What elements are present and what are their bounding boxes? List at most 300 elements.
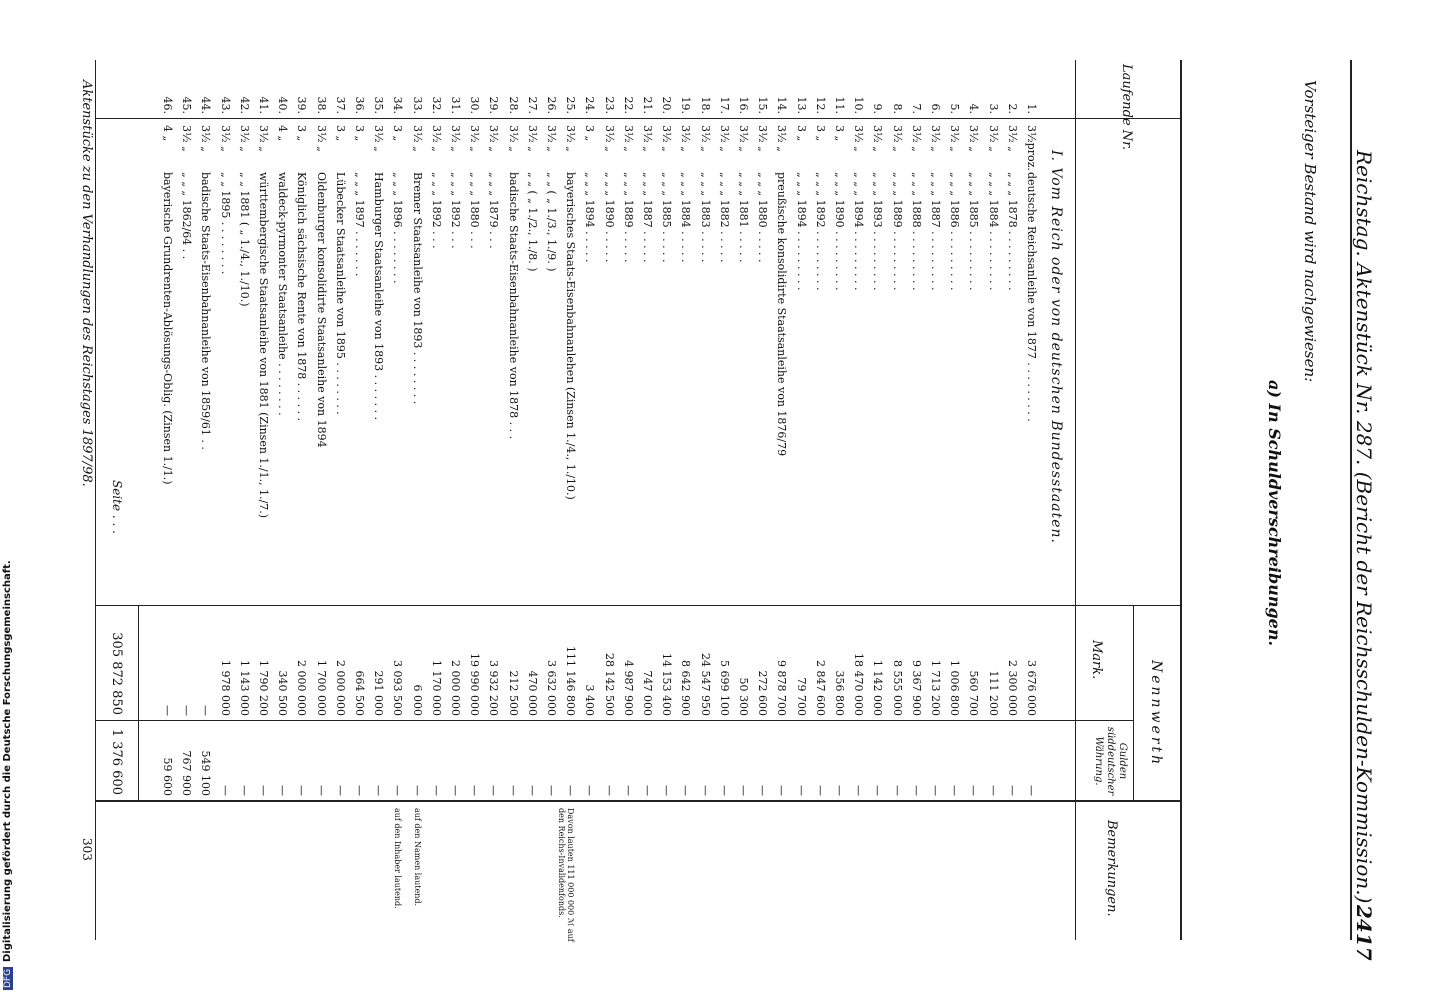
row-rate: 3½ „ — [986, 125, 1000, 152]
table-row — [738, 0, 748, 1000]
header-nennwerth: Nennwerth — [1148, 660, 1164, 768]
table-row — [335, 0, 345, 1000]
row-rate: 3½ „ — [506, 125, 520, 152]
row-gulden-value: — — [602, 785, 616, 796]
row-description: „ „ „ 1879 . . . — [487, 172, 501, 249]
row-mark-value: 747 000 — [641, 670, 654, 716]
table-row — [468, 0, 482, 1000]
table-row — [775, 0, 789, 1000]
nennwerth-rule — [1133, 605, 1134, 800]
row-description: preußische konsolidirte Staatsanleihe von 1876/79 — [775, 172, 789, 457]
row-mark-value: 8 555 000 — [890, 660, 904, 716]
row-description: „ „ „ 1880 . . . — [468, 172, 482, 249]
row-description: badische Staats-Eisenbahnanleihe von 1878 . . . — [506, 172, 520, 440]
row-gulden-value: — — [717, 785, 731, 796]
row-number: 4. — [967, 103, 981, 114]
row-description: Bremer Staatsanleihe von 1893 . . . . . . . . — [410, 172, 424, 405]
table-row — [295, 0, 309, 1000]
row-rate: 3 „ — [583, 125, 597, 142]
row-gulden-value: 59 600 — [161, 757, 174, 796]
row-rate: 4 „ — [276, 125, 290, 142]
row-rate: 3½ „ — [948, 125, 962, 152]
table-row — [642, 0, 652, 1000]
row-gulden-value: — — [218, 785, 232, 796]
row-mark-value: 28 142 500 — [602, 653, 616, 716]
table-row — [391, 0, 405, 1000]
row-gulden-value: — — [429, 785, 443, 796]
row-gulden-value: — — [660, 785, 674, 796]
row-number: 10. — [852, 96, 866, 114]
row-number: 18. — [698, 96, 712, 114]
row-rate: 3 „ — [353, 125, 366, 142]
row-description: „ „ „ 1880 . . . . . — [756, 172, 770, 263]
row-description: württembergische Staatsanleihe von 1881 (Zinsen 1./1., 1./7.) — [257, 172, 270, 519]
table-row — [412, 0, 422, 1000]
row-rate: 3½ „ — [890, 125, 904, 152]
row-number: 30. — [468, 96, 482, 114]
row-description: „ „ „ 1889 . . . . . . . . . — [890, 172, 904, 291]
table-header-rule — [1075, 60, 1076, 940]
table-row — [583, 0, 597, 1000]
row-number: 22. — [621, 96, 635, 114]
row-mark-value: 291 000 — [372, 670, 386, 716]
row-gulden-value: — — [449, 785, 462, 796]
row-number: 16. — [737, 96, 750, 114]
row-number: 28. — [506, 96, 520, 114]
row-gulden-value: — — [986, 785, 1000, 796]
row-mark-value: 664 500 — [353, 670, 366, 716]
table-row — [527, 0, 537, 1000]
row-rate: 3½ „ — [468, 125, 482, 152]
row-rate: 3½ „ — [871, 125, 885, 152]
table-row — [199, 0, 213, 1000]
table-row — [660, 0, 674, 1000]
row-rate: 3½ „ — [180, 125, 194, 152]
row-gulden-value: — — [372, 785, 386, 796]
side-note-strip — [0, 0, 20, 1000]
row-rate: 3 „ — [333, 125, 347, 142]
row-rate: 3 „ — [833, 125, 846, 142]
table-row — [911, 0, 921, 1000]
row-description: „ „ „ 1882 . . . . . — [717, 172, 731, 263]
table-row — [1026, 0, 1036, 1000]
row-description: „ „ ( „ 1./2., 1./8. ) — [525, 172, 539, 272]
row-mark-value: 79 700 — [794, 677, 808, 716]
table-row — [623, 0, 633, 1000]
row-description: Königlich sächsische Rente von 1878 . . . . . . — [295, 172, 309, 422]
footer-page-number: 303 — [80, 838, 94, 861]
table-row — [180, 0, 194, 1000]
row-rate: 3½ „ — [756, 125, 770, 152]
row-rate: 3½ „ — [429, 125, 443, 152]
row-gulden-value: — — [314, 785, 328, 796]
header-bemerkungen: Bemerkungen. — [1104, 820, 1119, 917]
row-mark-value: 1 790 200 — [257, 660, 270, 716]
row-mark-value: 3 632 000 — [545, 660, 558, 716]
row-rate: 3½ „ — [564, 125, 578, 152]
header-rule — [1350, 60, 1352, 940]
row-description: Lübecker Staatsanleihe von 1895 . . . . . . . . — [333, 172, 347, 415]
page-number: 2417 — [1352, 905, 1376, 961]
row-number: 34. — [391, 96, 405, 114]
row-gulden-value: 767 900 — [180, 750, 194, 796]
row-number: 27. — [525, 96, 539, 114]
row-rate: 3½ „ — [218, 125, 232, 152]
total-label: Seite . . . — [110, 480, 124, 534]
row-gulden-value: — — [929, 785, 942, 796]
row-gulden-value: — — [1005, 785, 1019, 796]
row-gulden-value: — — [506, 785, 520, 796]
row-description: „ „ „ 1885 . . . . . . . . . — [967, 172, 981, 291]
row-mark-value: 3 093 500 — [391, 660, 405, 716]
row-mark-value: 9 878 700 — [775, 660, 789, 716]
table-row — [258, 0, 268, 1000]
row-gulden-value: — — [737, 785, 750, 796]
table-top-rule — [1180, 60, 1182, 940]
footer-text: Aktenstücke zu den Verhandlungen des Reichstages 1897/98. — [79, 80, 94, 487]
header-gulden: Gulden süddeutscher Währung. — [1093, 726, 1128, 796]
row-gulden-value: — — [641, 785, 654, 796]
row-mark-value: 6 000 — [410, 684, 424, 716]
row-gulden-value: — — [487, 785, 501, 796]
row-number: 15. — [756, 96, 770, 114]
row-gulden-value: — — [295, 785, 309, 796]
row-number: 45. — [180, 96, 194, 114]
table-row — [162, 0, 172, 1000]
total-rule — [138, 605, 139, 800]
row-rate: 4 „ — [161, 125, 174, 142]
row-gulden-value: — — [775, 785, 789, 796]
table-row — [508, 0, 518, 1000]
row-description: „ „ „ 1896 . . . . . . . . — [391, 172, 405, 284]
table-row — [220, 0, 230, 1000]
row-number: 33. — [410, 96, 424, 114]
row-gulden-value: — — [583, 785, 597, 796]
row-number: 5. — [948, 103, 962, 114]
row-description: bayerisches Staats-Eisenbahnanlehen (Zinsen 1./4., 1./10.) — [564, 172, 578, 500]
table-row — [239, 0, 249, 1000]
row-mark-value: 3 676 000 — [1025, 660, 1038, 716]
row-mark-value: 2 847 600 — [813, 660, 827, 716]
row-description: bayerische Grundrenten-Ablösungs-Oblig. (Zinsen 1./1.) — [161, 172, 174, 485]
table-row — [557, 0, 578, 1000]
row-description: „ „ „ 1881 . . . . . — [737, 172, 750, 263]
row-description: „ „ „ 1894 . . . . . . . . . — [852, 172, 866, 291]
row-gulden-value: — — [276, 785, 290, 796]
row-description: „ „ „ 1892 . . . — [449, 172, 462, 249]
table-row — [852, 0, 866, 1000]
row-mark-value: 18 470 000 — [852, 653, 866, 716]
row-number: 43. — [218, 96, 232, 114]
row-rate: 3½ „ — [641, 125, 654, 152]
row-number: 46. — [161, 96, 174, 114]
row-gulden-value: — — [909, 785, 923, 796]
row-number: 1. — [1025, 103, 1038, 114]
section-title: a) In Schuldverschreibungen. — [1265, 380, 1284, 647]
row-number: 12. — [813, 96, 827, 114]
row-description: „ „ „ 1888 . . . . . . . . . — [909, 172, 923, 291]
row-mark-value: 212 500 — [506, 670, 520, 716]
running-title: Reichstag. Aktenstück Nr. 287. (Bericht der Reichsschulden-Kommission.) — [1352, 150, 1376, 904]
row-rate: 3 „ — [391, 125, 405, 142]
row-number: 26. — [545, 96, 558, 114]
row-mark-value: 14 153 400 — [660, 653, 674, 716]
row-gulden-value: — — [545, 785, 558, 796]
row-gulden-value: — — [813, 785, 827, 796]
row-rate: 3½ „ — [852, 125, 866, 152]
row-description: „ „ „ 1897 . . . . . . . — [353, 172, 366, 277]
row-rate: 3 „ — [813, 125, 827, 142]
row-gulden-value: — — [871, 785, 885, 796]
row-description: deutsche Reichsanleihe von 1877 . . . . . . . . . — [1025, 172, 1038, 422]
row-number: 23. — [602, 96, 616, 114]
row-rate: 3½ „ — [929, 125, 942, 152]
row-number: 32. — [429, 96, 443, 114]
row-gulden-value: — — [564, 785, 578, 796]
table-row — [431, 0, 441, 1000]
row-rate: 3 „ — [794, 125, 808, 142]
row-number: 40. — [276, 96, 290, 114]
row-mark-value: 1 170 000 — [429, 660, 443, 716]
row-remark: Davon lauten 111 000 000 ℳ auf den Reichs-Invalidenfonds. — [557, 808, 576, 942]
row-mark-value: 356 800 — [833, 670, 846, 716]
row-number: 13. — [794, 96, 808, 114]
row-number: 31. — [449, 96, 462, 114]
total-gulden: 1 376 600 — [109, 728, 124, 795]
row-mark-value: — — [180, 705, 194, 716]
row-mark-value: — — [199, 705, 213, 716]
row-description: „ „ „ 1885 . . . . . — [660, 172, 674, 263]
row-mark-value: 340 500 — [276, 670, 290, 716]
total-mark: 305 872 850 — [109, 632, 124, 715]
row-number: 39. — [295, 96, 309, 114]
row-mark-value: 9 367 900 — [909, 660, 923, 716]
row-gulden-value: — — [852, 785, 866, 796]
row-mark-value: 1 143 000 — [237, 660, 251, 716]
row-number: 14. — [775, 96, 789, 114]
row-description: „ „ „ 1886 . . . . . . . . . — [948, 172, 962, 291]
dfg-logo: DFG — [3, 968, 13, 988]
row-gulden-value: — — [1025, 785, 1038, 796]
row-number: 20. — [660, 96, 674, 114]
row-mark-value: 2 000 000 — [295, 660, 309, 716]
row-rate: 3½ „ — [372, 125, 386, 152]
row-mark-value: 111 146 800 — [564, 646, 578, 716]
row-rate: 3½ „ — [660, 125, 674, 152]
row-gulden-value: — — [967, 785, 981, 796]
row-mark-value: 272 600 — [756, 670, 770, 716]
row-description: „ „ „ 1894 . . . . . . . . . — [794, 172, 808, 291]
row-rate: 3½ „ — [698, 125, 712, 152]
row-number: 6. — [929, 103, 942, 114]
row-gulden-value: — — [698, 785, 712, 796]
row-description: „ „ 1881 ( „ 1./4., 1./10.) — [237, 172, 251, 307]
row-gulden-value: — — [679, 785, 693, 796]
row-mark-value: 1 142 000 — [871, 660, 885, 716]
row-rate: 3½ „ — [449, 125, 462, 152]
row-number: 8. — [890, 103, 904, 114]
row-description: „ „ „ 1893 . . . . . . . . . — [871, 172, 885, 291]
table-row — [604, 0, 614, 1000]
row-description: badische Staats-Eisenbahnanleihe von 1859/61 . . — [199, 172, 213, 450]
row-number: 37. — [333, 96, 347, 114]
row-mark-value: 3 400 — [583, 684, 597, 716]
intro-text: Vorsteiger Bestand wird nachgewiesen: — [1301, 80, 1319, 383]
row-mark-value: 19 990 000 — [468, 653, 482, 716]
row-gulden-value: — — [794, 785, 808, 796]
row-description: „ „ ( „ 1./3., 1./9. ) — [545, 172, 558, 272]
row-rate: 3½ „ — [525, 125, 539, 152]
row-rate: 3½ „ — [199, 125, 213, 152]
row-number: 3. — [986, 103, 1000, 114]
table-row — [948, 0, 962, 1000]
table-row — [930, 0, 940, 1000]
row-number: 2. — [1005, 103, 1019, 114]
table-row — [316, 0, 326, 1000]
row-rate: 3 „ — [295, 125, 309, 142]
table-row — [276, 0, 290, 1000]
row-gulden-value: — — [890, 785, 904, 796]
row-number: 42. — [237, 96, 251, 114]
row-rate: 3½ „ — [679, 125, 693, 152]
table-row — [372, 0, 386, 1000]
row-gulden-value: — — [391, 785, 405, 796]
row-rate: 3½ „ — [775, 125, 789, 152]
row-number: 11. — [833, 96, 846, 114]
table-row — [450, 0, 460, 1000]
row-gulden-value: — — [333, 785, 347, 796]
table-row — [1007, 0, 1017, 1000]
row-gulden-value: — — [410, 785, 424, 796]
row-gulden-value: — — [948, 785, 962, 796]
row-description: Hamburger Staatsanleihe von 1893 . . . . . . . — [372, 172, 386, 421]
row-description: „ „ „ 1884 . . . . . . . . . — [986, 172, 1000, 291]
row-mark-value: 1 978 000 — [218, 660, 232, 716]
row-description: „ „ „ 1862/64 . . — [180, 172, 194, 260]
table-row — [967, 0, 981, 1000]
row-description: „ „ „ 1883 . . . . . — [698, 172, 712, 263]
row-number: 7. — [909, 103, 923, 114]
row-description: „ „ „ 1887 . . . . . — [641, 172, 654, 263]
table-bottom-rule — [95, 60, 96, 940]
row-description: „ „ „ 1890 . . . . . — [602, 172, 616, 263]
header-laufende-nr: Laufende Nr. — [1119, 64, 1134, 151]
table-row — [756, 0, 770, 1000]
row-description: „ „ „ 1890 . . . . . . . . . — [833, 172, 846, 291]
row-number: 38. — [314, 96, 328, 114]
table-row — [679, 0, 693, 1000]
row-rate: 3½ „ — [545, 125, 558, 152]
row-description: „ „ „ 1889 . . . . . — [621, 172, 635, 263]
row-mark-value: 1 713 200 — [929, 660, 942, 716]
row-rate: 3½proz. — [1025, 125, 1038, 171]
row-number: 36. — [353, 96, 366, 114]
table-row — [871, 0, 885, 1000]
row-gulden-value: — — [353, 785, 366, 796]
header-mark: Mark. — [1089, 640, 1104, 680]
row-rate: 3½ „ — [909, 125, 923, 152]
row-rate: 3½ „ — [621, 125, 635, 152]
row-mark-value: 1 006 800 — [948, 660, 962, 716]
table-row — [354, 0, 364, 1000]
row-description: waldeck-pyrmonter Staatsanleihe . . . . . . . . — [276, 172, 290, 416]
row-rate: 3½ „ — [237, 125, 251, 152]
row-rate: 3½ „ — [967, 125, 981, 152]
row-mark-value: 560 700 — [967, 670, 981, 716]
row-mark-value: 2 300 000 — [1005, 660, 1019, 716]
row-number: 25. — [564, 96, 578, 114]
row-gulden-value: — — [756, 785, 770, 796]
row-mark-value: — — [161, 705, 174, 716]
row-number: 9. — [871, 103, 885, 114]
row-rate: 3½ „ — [602, 125, 616, 152]
row-rate: 3½ „ — [717, 125, 731, 152]
row-number: 21. — [641, 96, 654, 114]
row-gulden-value: — — [833, 785, 846, 796]
row-description: „ „ „ 1892 . . . — [429, 172, 443, 249]
table-row — [892, 0, 902, 1000]
row-rate: 3½ „ — [487, 125, 501, 152]
row-number: 44. — [199, 96, 213, 114]
row-gulden-value: — — [621, 785, 635, 796]
row-gulden-value: — — [468, 785, 482, 796]
table-row — [719, 0, 729, 1000]
row-mark-value: 470 000 — [525, 670, 539, 716]
row-mark-value: 2 000 000 — [333, 660, 347, 716]
row-description: „ „ „ 1892 . . . . . . . . . — [813, 172, 827, 291]
table-row — [796, 0, 806, 1000]
row-mark-value: 3 932 200 — [487, 660, 501, 716]
row-description: „ „ „ 1887 . . . . . . . . . — [929, 172, 942, 291]
row-remark: auf den Inhaber lautend. — [393, 808, 403, 909]
table-row — [815, 0, 825, 1000]
row-description: „ „ „ 1894 . . . . . — [583, 172, 597, 263]
table-row — [546, 0, 556, 1000]
row-rate: 3½ „ — [257, 125, 270, 152]
row-mark-value: 24 547 950 — [698, 653, 712, 716]
row-number: 35. — [372, 96, 386, 114]
table-row — [988, 0, 998, 1000]
row-number: 19. — [679, 96, 693, 114]
row-description: „ „ 1895 . . . . . . . . — [218, 172, 232, 275]
row-description: „ „ „ 1884 . . . . . — [679, 172, 693, 263]
row-number: 17. — [717, 96, 731, 114]
row-number: 29. — [487, 96, 501, 114]
row-mark-value: 5 699 100 — [717, 660, 731, 716]
table-row — [487, 0, 501, 1000]
row-rate: 3½ „ — [737, 125, 750, 152]
row-gulden-value: 549 100 — [199, 750, 213, 796]
row-description: Oldenburger konsolidirte Staatsanleihe von 1894 — [314, 172, 328, 448]
row-mark-value: 1 700 000 — [314, 660, 328, 716]
row-mark-value: 50 300 — [737, 677, 750, 716]
row-gulden-value: — — [525, 785, 539, 796]
group-title: I. Vom Reich oder von deutschen Bundesstaaten. — [1048, 150, 1064, 544]
row-description: „ „ „ 1878 . . . . . . . . . — [1005, 172, 1019, 291]
row-number: 41. — [257, 96, 270, 114]
table-row — [834, 0, 844, 1000]
row-mark-value: 2 000 000 — [449, 660, 462, 716]
row-rate: 3½ „ — [410, 125, 424, 152]
row-remark: auf den Namen lautend. — [412, 808, 422, 907]
row-gulden-value: — — [257, 785, 270, 796]
row-mark-value: 8 642 900 — [679, 660, 693, 716]
row-mark-value: 4 987 900 — [621, 660, 635, 716]
side-note-text: Digitalisierung gefördert durch die Deutsche Forschungsgemeinschaft. — [2, 560, 13, 962]
table-row — [700, 0, 710, 1000]
row-mark-value: 111 200 — [986, 670, 1000, 716]
row-gulden-value: — — [237, 785, 251, 796]
